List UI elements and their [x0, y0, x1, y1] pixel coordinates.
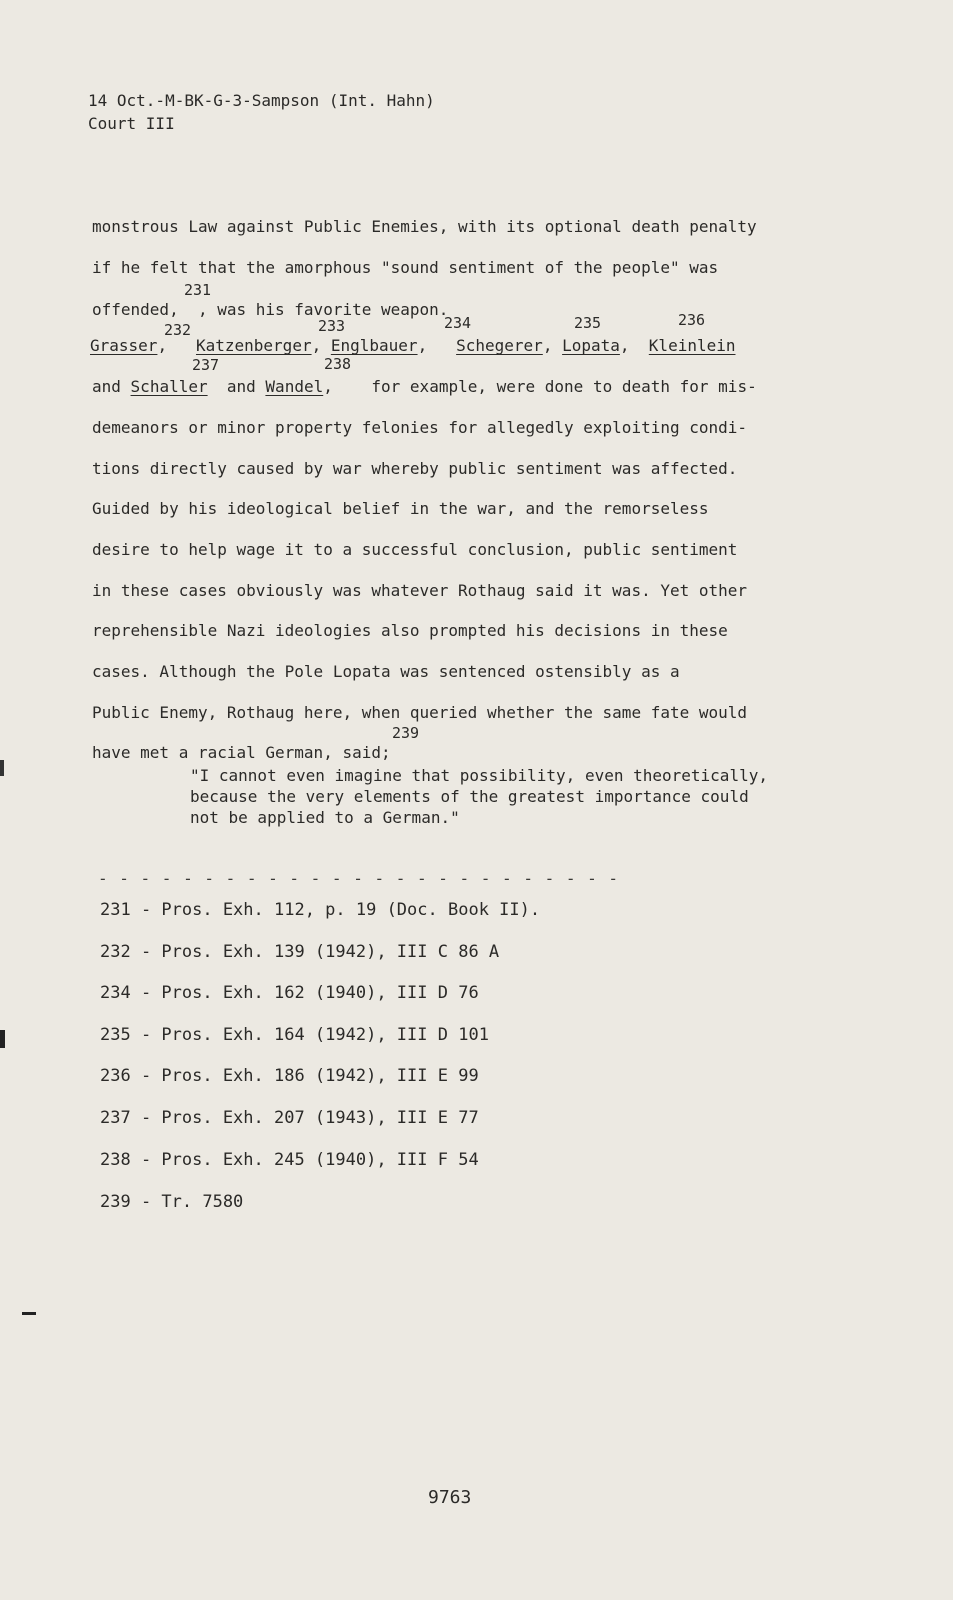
page-number: 9763 — [428, 1487, 472, 1508]
footnote-ref: 238 — [324, 355, 352, 373]
scan-edge-mark — [22, 1312, 36, 1315]
footnote-ref: 236 — [678, 311, 706, 329]
body-line: cases. Although the Pole Lopata was sentenced ostensibly as a — [92, 662, 680, 681]
names-line-2: and Schaller and Wandel, for example, were done to death for mis- — [92, 377, 757, 396]
name-kleinlein: Kleinlein — [648, 336, 736, 355]
name-schaller: Schaller — [130, 377, 208, 396]
body-line: if he felt that the amorphous "sound sentiment of the people" was — [92, 258, 719, 277]
name-schegerer: Schegerer — [456, 336, 543, 355]
footnote-divider: - - - - - - - - - - - - - - - - - - - - - - - - - — [98, 869, 620, 888]
footnote-ref: 234 — [444, 314, 472, 332]
name-lopata: Lopata — [562, 336, 620, 355]
body-line: tions directly caused by war whereby public sentiment was affected. — [92, 459, 738, 478]
footnote-ref: 239 — [392, 724, 420, 742]
body-line: Public Enemy, Rothaug here, when queried whether the same fate would — [92, 703, 748, 722]
footnote-item: 234 - Pros. Exh. 162 (1940), III D 76 — [100, 983, 479, 1003]
body-line: reprehensible Nazi ideologies also prompted his decisions in these — [92, 621, 728, 640]
name-englbauer: Englbauer — [330, 336, 418, 355]
name-katzenberger: Katzenberger — [195, 336, 312, 355]
footnote-item: 236 - Pros. Exh. 186 (1942), III E 99 — [100, 1066, 479, 1086]
footnote-ref: 237 — [192, 356, 220, 374]
body-line: demeanors or minor property felonies for allegedly exploiting condi- — [92, 418, 748, 437]
footnote-item: 239 - Tr. 7580 — [100, 1192, 244, 1212]
footnote-item: 232 - Pros. Exh. 139 (1942), III C 86 A — [100, 942, 500, 962]
names-line: Grasser, Katzenberger, Englbauer, Schegerer, Lopata, Kleinlein — [90, 336, 736, 355]
body-line: Guided by his ideological belief in the war, and the remorseless — [92, 499, 709, 518]
header-line-2: Court III — [88, 114, 175, 133]
footnote-item: 231 - Pros. Exh. 112, p. 19 (Doc. Book II). — [100, 900, 541, 920]
footnote-ref: 231 — [184, 281, 212, 299]
block-quote: "I cannot even imagine that possibility, even theoretically, because the very elements of the greatest importance could not be applied to a German." — [190, 766, 768, 827]
scan-edge-mark — [0, 760, 4, 776]
body-line: have met a racial German, said; — [92, 743, 391, 762]
header-line-1: 14 Oct.-M-BK-G-3-Sampson (Int. Hahn) — [88, 91, 435, 110]
footnote-ref: 232 — [164, 321, 192, 339]
footnote-ref: 235 — [574, 314, 602, 332]
name-grasser: Grasser — [90, 336, 158, 355]
footnote-ref: 233 — [318, 317, 346, 335]
body-line: desire to help wage it to a successful conclusion, public sentiment — [92, 540, 738, 559]
footnote-item: 238 - Pros. Exh. 245 (1940), III F 54 — [100, 1150, 479, 1170]
body-line: offended, , was his favorite weapon. — [92, 300, 449, 319]
footnote-item: 237 - Pros. Exh. 207 (1943), III E 77 — [100, 1108, 479, 1128]
footnote-item: 235 - Pros. Exh. 164 (1942), III D 101 — [100, 1025, 489, 1045]
body-line: monstrous Law against Public Enemies, with its optional death penalty — [92, 217, 757, 236]
scan-edge-mark — [0, 1030, 5, 1048]
name-wandel: Wandel — [265, 377, 324, 396]
body-line: in these cases obviously was whatever Rothaug said it was. Yet other — [92, 581, 748, 600]
